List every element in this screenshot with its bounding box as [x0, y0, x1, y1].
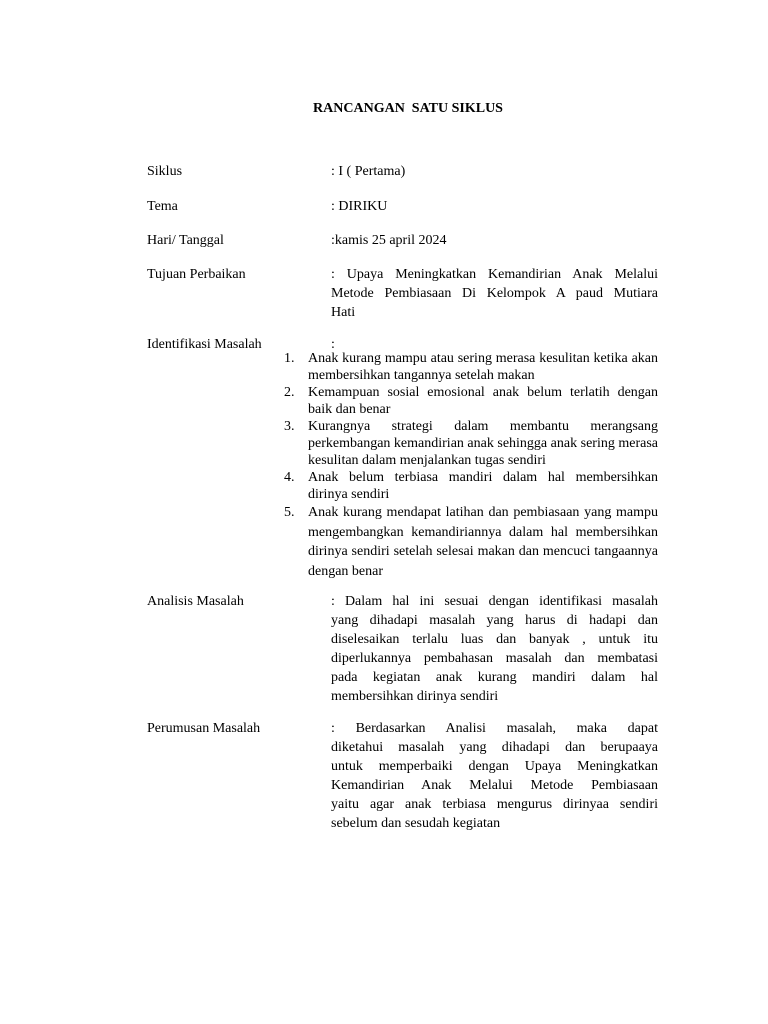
list-item-number: 2. — [284, 385, 295, 400]
identifikasi-masalah-list — [284, 350, 658, 581]
list-item — [284, 503, 658, 581]
list-item-text: Kurangnya strategi dalam membantu merangsang perkembangan kemandirian anak sehingga anak sering merasa kesulitan dalam menjalankan tugas sendiri — [308, 419, 658, 468]
value-perumusan-masalah — [331, 719, 658, 833]
analisis-line: yang dihadapi masalah yang harus di hadapi dan — [331, 613, 658, 628]
value-tema: : DIRIKU — [331, 199, 388, 214]
list-item — [284, 384, 658, 418]
analisis-line: membersihkan dirinya sendiri — [331, 689, 499, 704]
value-analisis-masalah — [331, 592, 658, 706]
value-tujuan-perbaikan — [331, 265, 658, 322]
perumusan-line: untuk memperbaiki dengan Upaya Meningkatkan — [331, 759, 658, 774]
list-item-text: Kemampuan sosial emosional anak belum terlatih dengan baik dan benar — [308, 385, 658, 417]
label-identifikasi-masalah: Identifikasi Masalah — [147, 337, 262, 352]
list-item-number: 5. — [284, 505, 295, 520]
list-item-number: 3. — [284, 419, 295, 434]
value-hari-tanggal: :kamis 25 april 2024 — [331, 233, 447, 248]
label-analisis-masalah: Analisis Masalah — [147, 594, 244, 609]
list-item — [284, 418, 658, 469]
list-item — [284, 350, 658, 384]
label-tujuan-perbaikan: Tujuan Perbaikan — [147, 267, 246, 282]
list-item-text: Anak kurang mendapat latihan dan pembiasaan yang mampu mengembangkan kemandiriannya dalam hal membersihkan dirinya sendiri setelah selesai makan dan mencuci tangaannya dengan benar — [308, 505, 658, 579]
list-item-text: Anak belum terbiasa mandiri dalam hal membersihkan dirinya sendiri — [308, 470, 658, 502]
analisis-line: pada kegiatan anak kurang mandiri dalam hal — [331, 670, 658, 685]
analisis-line: diselesaikan terlalu luas dan banyak , untuk itu — [331, 632, 658, 647]
perumusan-line: : Berdasarkan Analisi masalah, maka dapat — [331, 721, 658, 736]
analisis-line: : Dalam hal ini sesuai dengan identifikasi masalah — [331, 594, 658, 609]
perumusan-line: yaitu agar anak terbiasa mengurus dirinyaa sendiri — [331, 797, 658, 812]
tujuan-line: Hati — [331, 305, 356, 320]
value-siklus: : I ( Pertama) — [331, 164, 406, 179]
list-item-number: 1. — [284, 351, 295, 366]
label-hari-tanggal: Hari/ Tanggal — [147, 233, 224, 248]
list-item-text: Anak kurang mampu atau sering merasa kesulitan ketika akan membersihkan tangannya setelah makan — [308, 351, 658, 383]
perumusan-line: sebelum dan sesudah kegiatan — [331, 816, 501, 831]
list-item — [284, 469, 658, 503]
analisis-line: diperlukannya pembahasan masalah dan membatasi — [331, 651, 658, 666]
list-item-number: 4. — [284, 470, 295, 485]
label-tema: Tema — [147, 199, 178, 214]
tujuan-line: Metode Pembiasaan Di Kelompok A paud Mutiara — [331, 286, 658, 301]
tujuan-line: : Upaya Meningkatkan Kemandirian Anak Melalui — [331, 267, 658, 282]
identifikasi-colon: : — [331, 337, 335, 352]
label-perumusan-masalah: Perumusan Masalah — [147, 721, 261, 736]
label-siklus: Siklus — [147, 164, 183, 179]
perumusan-line: Kemandirian Anak Melalui Metode Pembiasaan — [331, 778, 658, 793]
document-title: RANCANGAN SATU SIKLUS — [313, 101, 503, 116]
perumusan-line: diketahui masalah yang dihadapi dan berupaaya — [331, 740, 658, 755]
